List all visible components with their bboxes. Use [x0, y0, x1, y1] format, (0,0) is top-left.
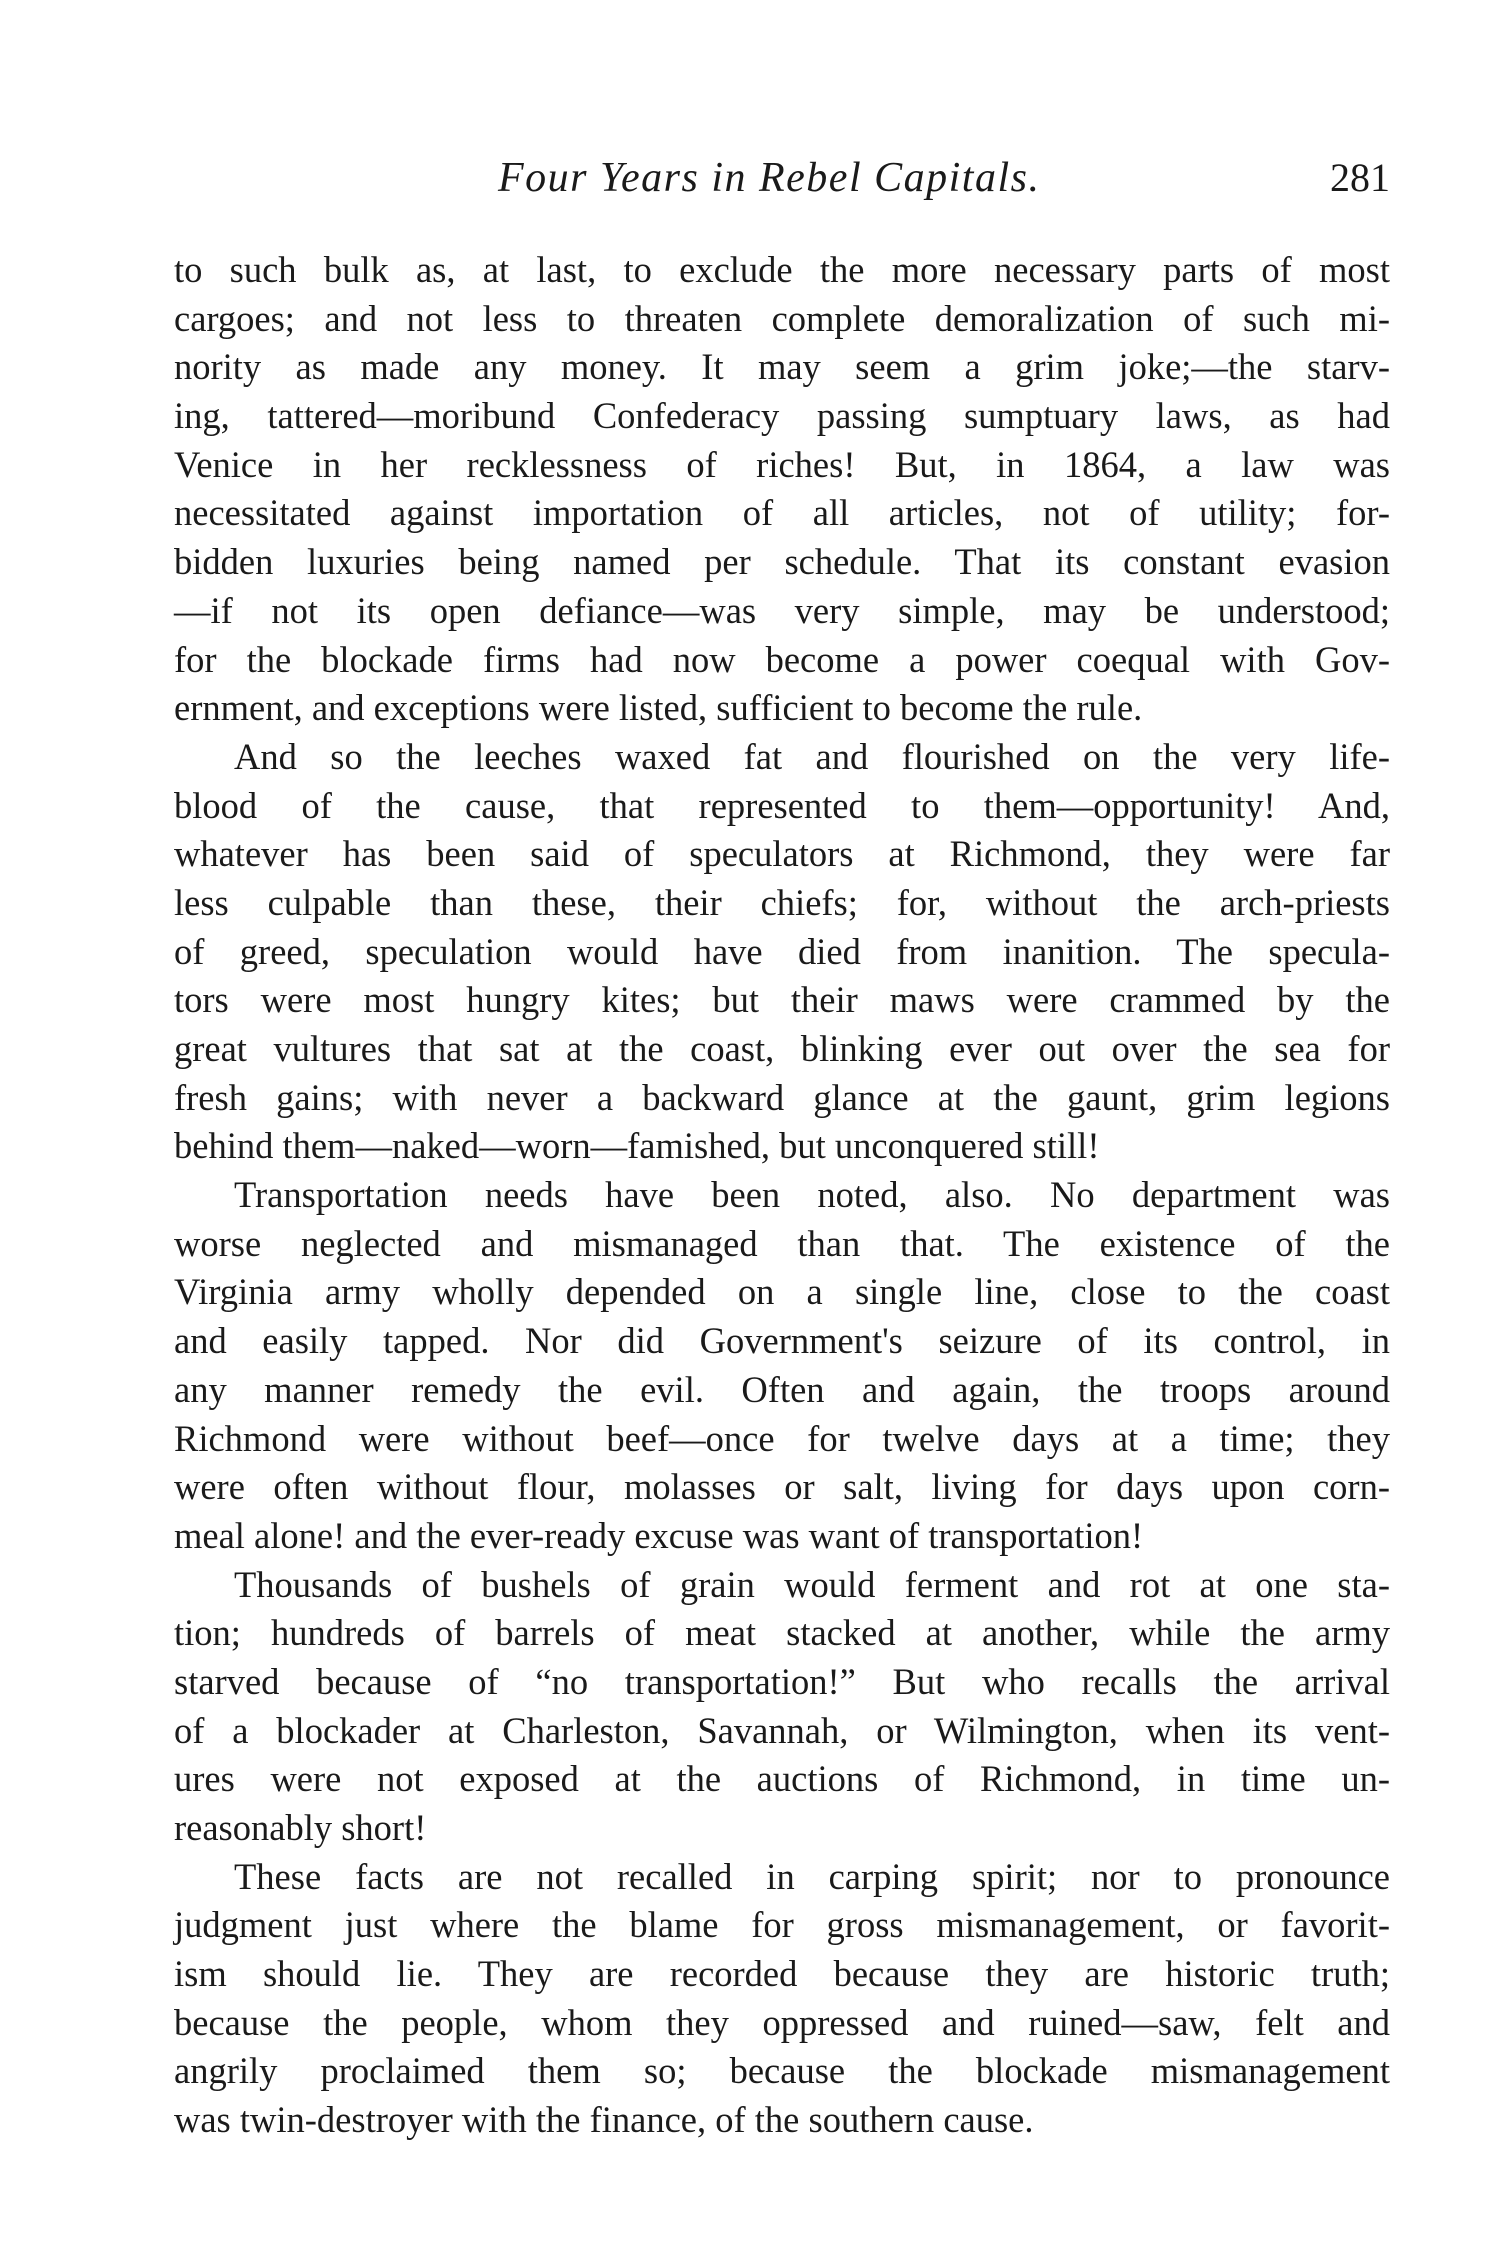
text-line: blood of the cause, that represented to them—opportunity! And, — [174, 784, 1390, 826]
text-line: judgment just where the blame for gross mismanagement, or favorit- — [174, 1904, 1390, 1946]
text-line: Venice in her recklessness of riches! But, in 1864, a law was — [174, 443, 1390, 485]
text-line: fresh gains; with never a backward glance at the gaunt, grim legions — [174, 1076, 1390, 1118]
text-line: Transportation needs have been noted, also. No department was — [234, 1174, 1390, 1216]
text-line: ing, tattered—moribund Confederacy passing sumptuary laws, as had — [174, 395, 1390, 437]
text-line: And so the leeches waxed fat and flourished on the very life- — [234, 735, 1390, 777]
running-title: Four Years in Rebel Capitals. — [498, 155, 1041, 201]
running-head — [174, 148, 1390, 208]
text-line: whatever has been said of speculators at Richmond, they were far — [174, 833, 1390, 875]
body-text — [174, 246, 1390, 2145]
text-line: of a blockader at Charleston, Savannah, or Wilmington, when its vent- — [174, 1709, 1390, 1751]
text-line: because the people, whom they oppressed and ruined—saw, felt and — [174, 2001, 1390, 2043]
text-line: Virginia army wholly depended on a single line, close to the coast — [174, 1271, 1390, 1313]
page-number: 281 — [1330, 155, 1390, 200]
text-line: cargoes; and not less to threaten complete demoralization of such mi- — [174, 297, 1390, 339]
text-line: ures were not exposed at the auctions of Richmond, in time un- — [174, 1758, 1390, 1800]
text-line: meal alone! and the ever-ready excuse was want of transportation! — [174, 1514, 1144, 1556]
text-line: of greed, speculation would have died from inanition. The specula- — [174, 930, 1390, 972]
text-line: behind them—naked—worn—famished, but unconquered still! — [174, 1125, 1100, 1167]
text-line: for the blockade firms had now become a power coequal with Gov- — [174, 638, 1390, 680]
text-line: any manner remedy the evil. Often and again, the troops around — [174, 1368, 1390, 1410]
text-line: —if not its open defiance—was very simple, may be understood; — [174, 589, 1390, 631]
text-line: tion; hundreds of barrels of meat stacked at another, while the army — [174, 1612, 1390, 1654]
text-line: nority as made any money. It may seem a grim joke;—the starv- — [174, 346, 1390, 388]
text-line: These facts are not recalled in carping spirit; nor to pronounce — [234, 1855, 1390, 1897]
text-line: angrily proclaimed them so; because the blockade mismanagement — [174, 2050, 1390, 2092]
text-line: Richmond were without beef—once for twelve days at a time; they — [174, 1417, 1390, 1459]
text-line: were often without flour, molasses or salt, living for days upon corn- — [174, 1466, 1390, 1508]
text-line: bidden luxuries being named per schedule. That its constant evasion — [174, 541, 1390, 583]
text-line: great vultures that sat at the coast, blinking ever out over the sea for — [174, 1028, 1390, 1069]
text-line: Thousands of bushels of grain would ferment and rot at one sta- — [234, 1563, 1390, 1605]
text-line: and easily tapped. Nor did Government's seizure of its control, in — [174, 1320, 1390, 1362]
text-line: worse neglected and mismanaged than that. The existence of the — [174, 1222, 1390, 1264]
text-line: was twin-destroyer with the finance, of the southern cause. — [174, 2099, 1034, 2141]
text-line: necessitated against importation of all articles, not of utility; for- — [174, 492, 1390, 534]
text-line: starved because of “no transportation!” But who recalls the arrival — [174, 1660, 1390, 1702]
text-line: reasonably short! — [174, 1807, 427, 1848]
text-line: tors were most hungry kites; but their maws were crammed by the — [174, 979, 1390, 1021]
text-line: less culpable than these, their chiefs; for, without the arch-priests — [174, 881, 1390, 923]
text-line: ernment, and exceptions were listed, sufficient to become the rule. — [174, 687, 1143, 729]
text-line: to such bulk as, at last, to exclude the more necessary parts of most — [174, 249, 1390, 290]
text-line: ism should lie. They are recorded because they are historic truth; — [174, 1953, 1390, 1995]
